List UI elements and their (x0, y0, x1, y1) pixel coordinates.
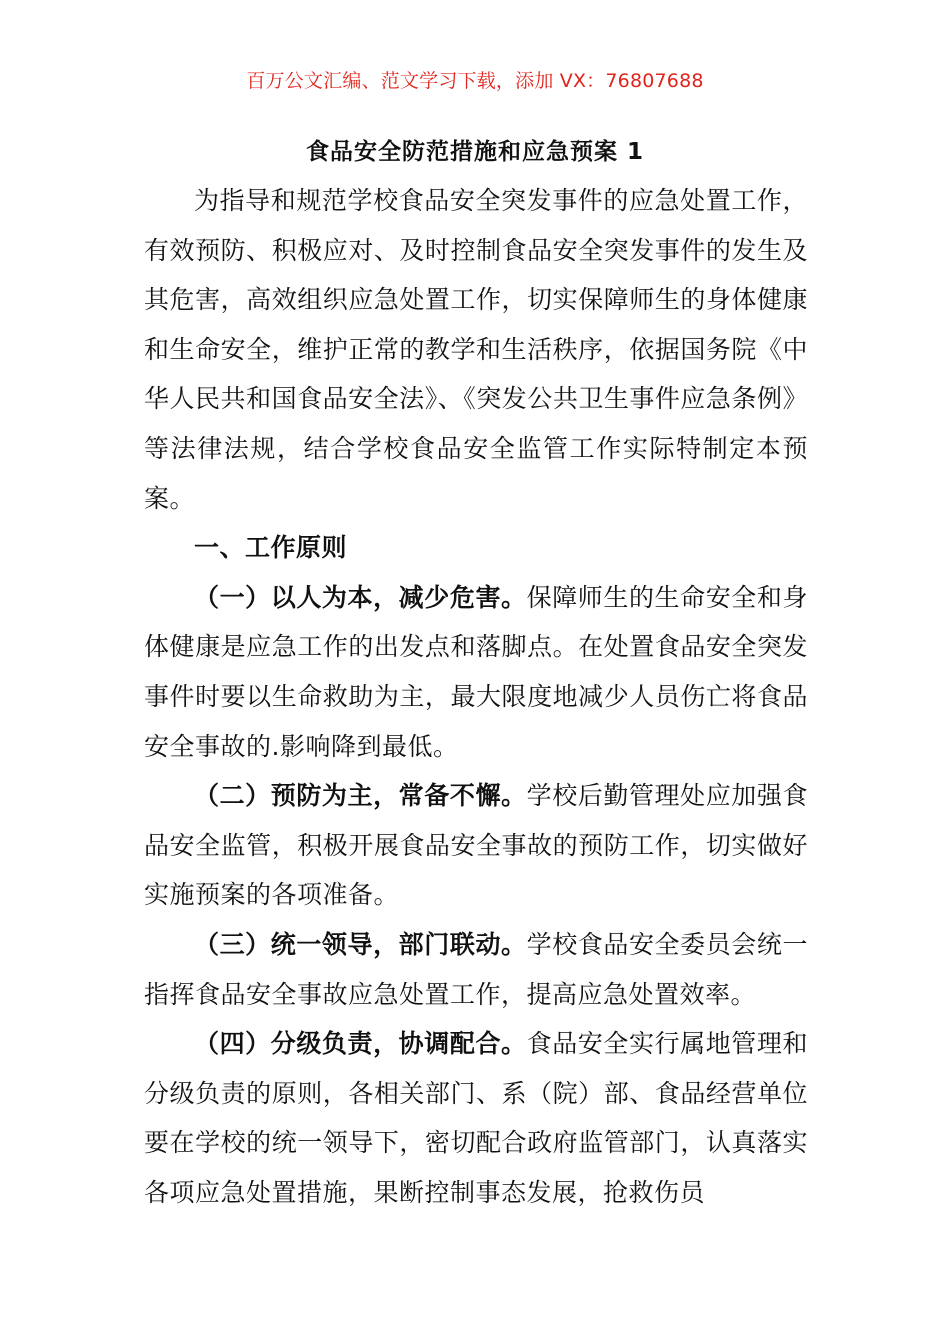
header-promo-note: 百万公文汇编、范文学习下载，添加 VX：76807688 (246, 70, 704, 92)
principle-lead-2: （二）预防为主，常备不懈。 (194, 781, 527, 811)
principle-lead-4: （四）分级负责，协调配合。 (194, 1029, 527, 1059)
document-title: 食品安全防范措施和应急预案 1 (305, 139, 644, 165)
document-body (144, 176, 808, 1217)
section-heading-work-principles: 一、工作原则 (194, 533, 348, 563)
principle-text-1: 保障师生的生命安全和身体健康是应急工作的出发点和落脚点。在处置食品安全突发事件时要以生命救助为主，最大限度地减少人员伤亡将食品安全事故的.影响降到最低。 (144, 582, 808, 761)
intro-paragraph: 为指导和规范学校食品安全突发事件的应急处置工作，有效预防、积极应对、及时控制食品安全突发事件的发生及其危害，高效组织应急处置工作，切实保障师生的身体健康和生命安全，维护正常的教学和生活秩序，依据国务院《中华人民共和国食品安全法》、《突发公共卫生事件应急条例》等法律法规，结合学校食品安全监管工作实际特制定本预案。 (144, 186, 808, 513)
principle-lead-3: （三）统一领导，部门联动。 (194, 929, 527, 959)
principle-text-2: 学校后勤管理处应加强食品安全监管，积极开展食品安全事故的预防工作，切实做好实施预案的各项准备。 (144, 781, 808, 910)
principle-paragraph-2 (144, 771, 808, 920)
principle-paragraph-4 (144, 1019, 808, 1217)
principle-lead-1: （一）以人为本，减少危害。 (194, 582, 527, 612)
principle-text-4: 食品安全实行属地管理和分级负责的原则，各相关部门、系（院）部、食品经营单位要在学校的统一领导下，密切配合政府监管部门，认真落实各项应急处置措施，果断控制事态发展，抢救伤员 (144, 1029, 808, 1207)
principle-text-3: 学校食品安全委员会统一指挥食品安全事故应急处置工作，提高应急处置效率。 (144, 929, 808, 1009)
principle-paragraph-3 (144, 920, 808, 1019)
principle-paragraph-1 (144, 573, 808, 771)
